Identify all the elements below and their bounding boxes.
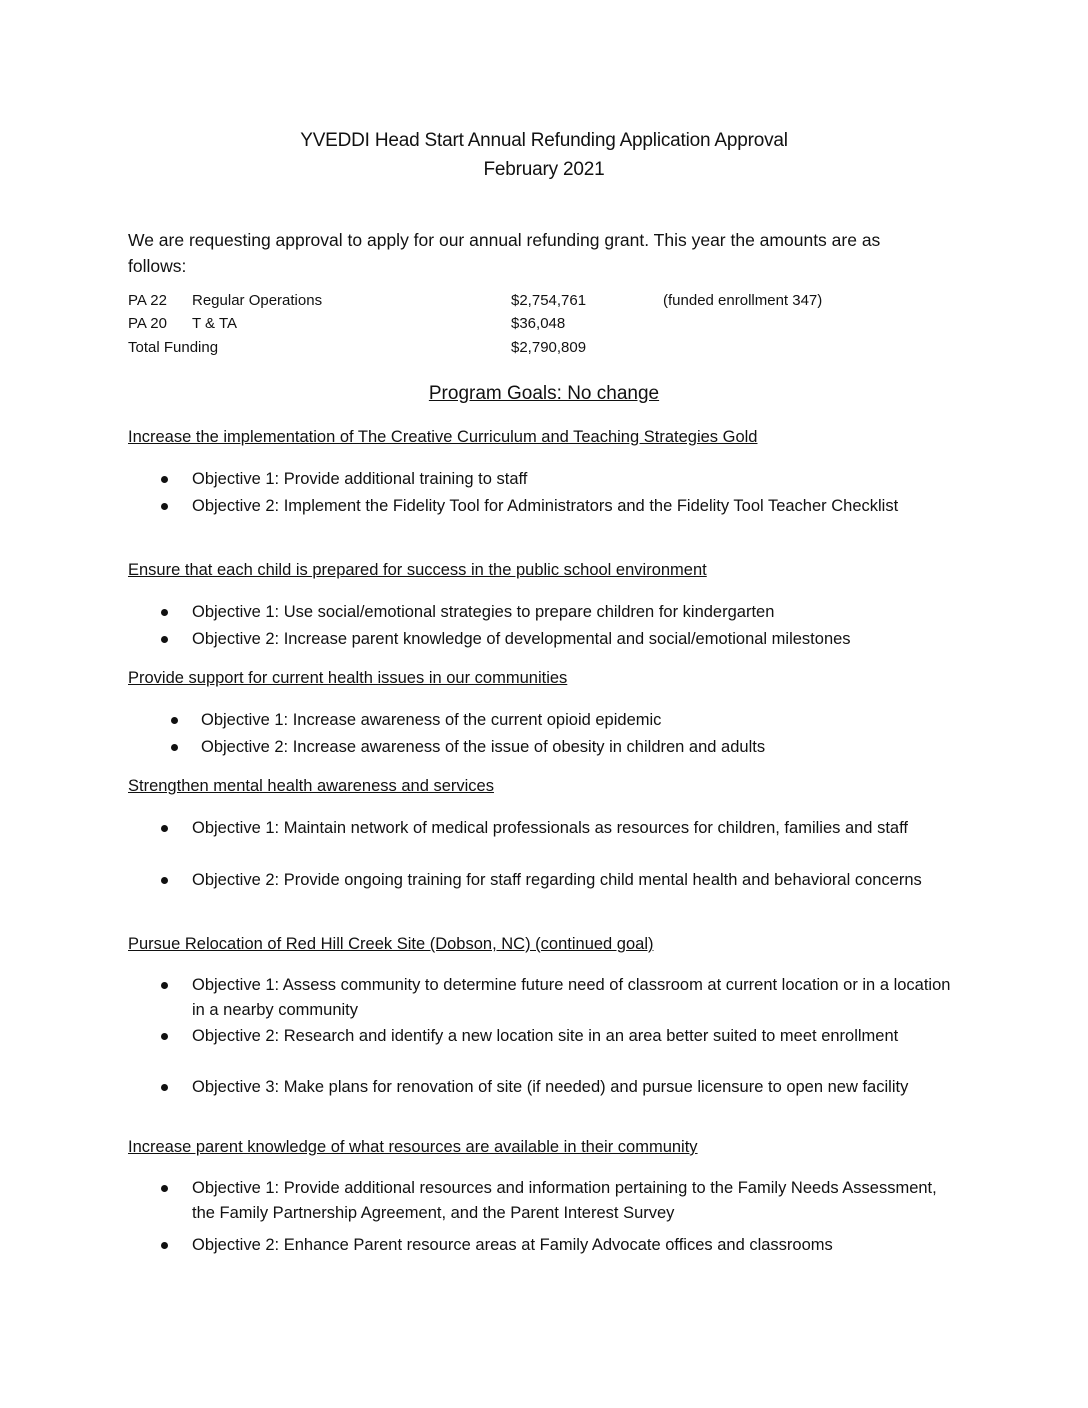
- bullet-icon: [161, 503, 168, 510]
- objective-item: [192, 1176, 962, 1226]
- objective-item: [192, 816, 962, 841]
- funding-amount: $2,754,761: [511, 292, 587, 309]
- funding-note: (funded enrollment 347): [663, 292, 823, 309]
- objective-item: [192, 973, 962, 1023]
- objective-item: [192, 1075, 962, 1100]
- bullet-icon: [161, 825, 168, 832]
- funding-description: Regular Operations: [192, 292, 323, 309]
- objective-item: [201, 735, 971, 760]
- document-date: February 2021: [483, 159, 605, 180]
- objective-text: Objective 2: Enhance Parent resource areas at Family Advocate offices and classrooms: [192, 1236, 833, 1254]
- objective-text: Objective 1: Provide additional training to staff: [192, 470, 528, 488]
- objective-text: Objective 2: Increase awareness of the issue of obesity in children and adults: [201, 738, 766, 756]
- intro-paragraph: We are requesting approval to apply for our annual refunding grant. This year the amounts are as follows:: [128, 230, 881, 276]
- funding-row: [128, 290, 928, 312]
- objective-item: [192, 627, 962, 652]
- bullet-icon: [161, 1242, 168, 1249]
- objective-text: Objective 2: Research and identify a new location site in an area better suited to meet enrollment: [192, 1027, 899, 1045]
- objective-item: [192, 1233, 962, 1258]
- funding-description: T & TA: [192, 315, 238, 332]
- objective-text: Objective 2: Increase parent knowledge of developmental and social/emotional milestones: [192, 630, 851, 648]
- goal-heading: Strengthen mental health awareness and services: [128, 777, 494, 795]
- objective-text: Objective 1: Provide additional resources and information pertaining to the Family Needs Assessment, the Family Partnership Agreement, and the Parent Interest Survey: [192, 1179, 937, 1222]
- objective-item: [192, 467, 962, 492]
- bullet-icon: [171, 744, 178, 751]
- section-title: Program Goals: No change: [428, 383, 660, 404]
- objective-text: Objective 1: Use social/emotional strategies to prepare children for kindergarten: [192, 603, 775, 621]
- objective-text: Objective 1: Assess community to determine future need of classroom at current location or in a location in a nearby community: [192, 976, 951, 1019]
- funding-amount: $36,048: [511, 315, 566, 332]
- bullet-icon: [161, 982, 168, 989]
- objective-item: [192, 494, 962, 519]
- bullet-icon: [161, 1033, 168, 1040]
- objective-text: Objective 2: Implement the Fidelity Tool for Administrators and the Fidelity Tool Teacher Checklist: [192, 497, 899, 515]
- bullet-icon: [161, 636, 168, 643]
- goal-heading: Provide support for current health issues in our communities: [128, 669, 568, 687]
- funding-code: PA 20: [128, 315, 167, 332]
- goal-heading: Increase parent knowledge of what resources are available in their community: [128, 1138, 698, 1156]
- objective-item: [201, 708, 971, 733]
- objective-text: Objective 3: Make plans for renovation of site (if needed) and pursue licensure to open new facility: [192, 1078, 909, 1096]
- funding-total-amount: $2,790,809: [511, 339, 587, 356]
- goal-heading: Increase the implementation of The Creative Curriculum and Teaching Strategies Gold: [128, 428, 758, 446]
- bullet-icon: [161, 1185, 168, 1192]
- funding-total-row: [128, 337, 928, 359]
- objective-text: Objective 1: Maintain network of medical professionals as resources for children, families and staff: [192, 819, 908, 837]
- bullet-icon: [161, 609, 168, 616]
- document-title: YVEDDI Head Start Annual Refunding Application Approval: [300, 130, 788, 151]
- objective-item: [192, 868, 962, 893]
- objective-item: [192, 1024, 962, 1049]
- bullet-icon: [161, 877, 168, 884]
- funding-code: PA 22: [128, 292, 167, 309]
- funding-total-label: Total Funding: [128, 339, 219, 356]
- goal-heading: Ensure that each child is prepared for success in the public school environment: [128, 561, 707, 579]
- objective-item: [192, 600, 962, 625]
- bullet-icon: [161, 476, 168, 483]
- goal-heading: Pursue Relocation of Red Hill Creek Site (Dobson, NC) (continued goal): [128, 935, 654, 953]
- objective-text: Objective 2: Provide ongoing training for staff regarding child mental health and behavioral concerns: [192, 871, 922, 889]
- funding-row: [128, 313, 928, 335]
- bullet-icon: [171, 717, 178, 724]
- objective-text: Objective 1: Increase awareness of the current opioid epidemic: [201, 711, 662, 729]
- bullet-icon: [161, 1084, 168, 1091]
